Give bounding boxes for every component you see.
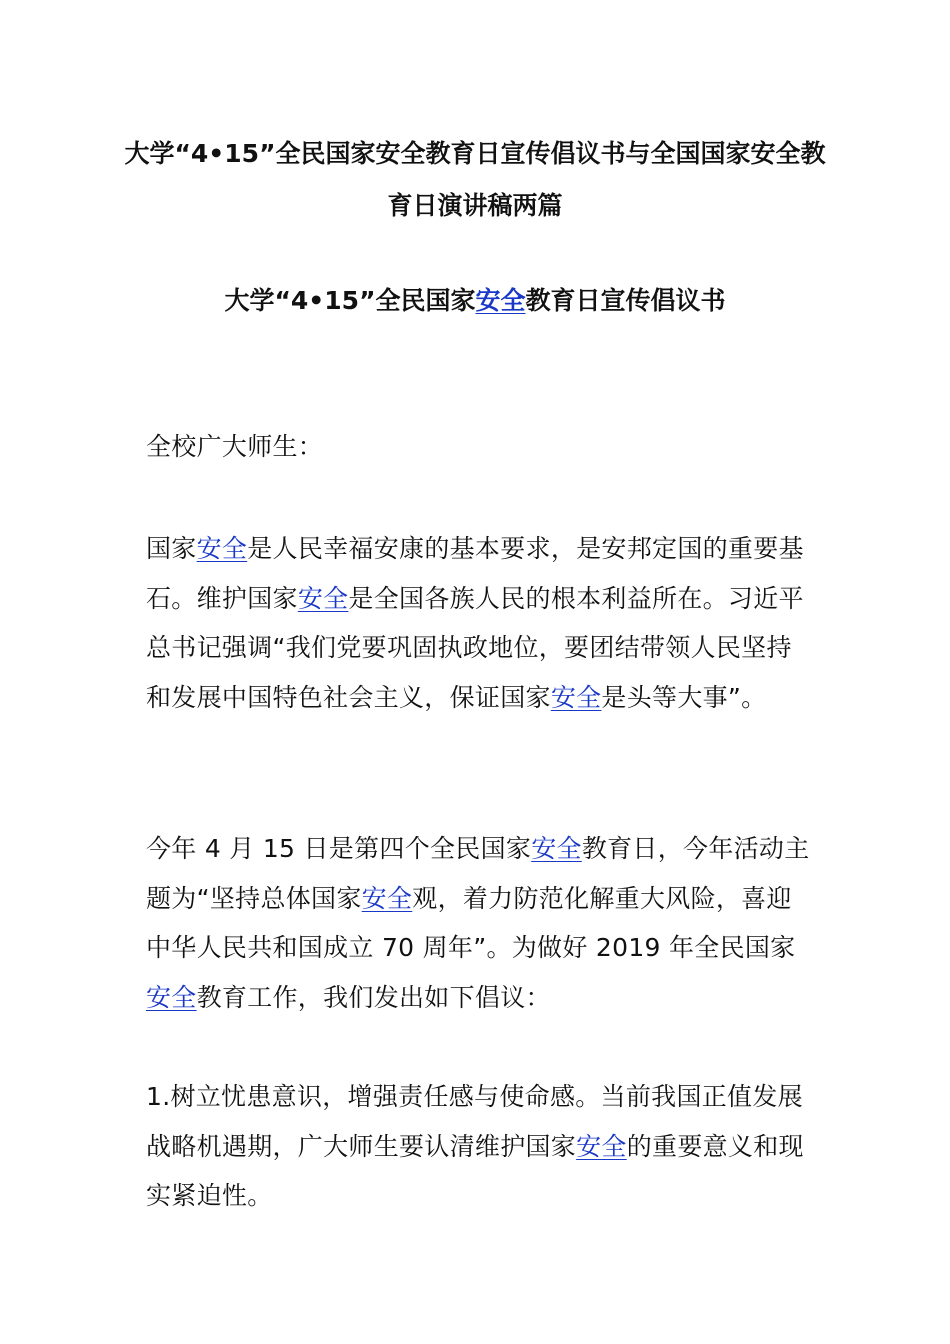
paragraph-2: [146, 824, 811, 1022]
p3-text-2: 的重要意义和现实紧迫性。: [146, 1131, 804, 1210]
p2-link-2[interactable]: 安全: [361, 883, 413, 913]
p1-link-1[interactable]: 安全: [196, 534, 248, 563]
paragraph-1: [146, 524, 811, 722]
p2-link-3[interactable]: 安全: [146, 982, 197, 1012]
p2-link-1[interactable]: 安全: [531, 834, 582, 863]
p2-text-1: 今年 4 月 15 日是第四个全民国家: [146, 834, 532, 863]
p3-link-1[interactable]: 安全: [576, 1131, 627, 1161]
p1-text-3: 是全国各族人民的根本利益所在。习近平总书记强调“我们党要巩固执政地位，要团结带领人民坚持和发展中国特色社会主义，保证国家: [146, 583, 804, 712]
subtitle-text-after: 教育日宣传倡议书: [525, 286, 726, 315]
p2-text-4: 教育工作，我们发出如下倡议：: [196, 982, 551, 1012]
p2-text-2: 教育日，今年活动主题为“坚持总体国家: [146, 834, 810, 913]
greeting: 全校广大师生：: [146, 432, 324, 461]
document-title: 大学“4•15”全民国家安全教育日宣传倡议书与全国国家安全教育日演讲稿两篇: [124, 139, 826, 220]
p1-link-2[interactable]: 安全: [297, 583, 349, 613]
subtitle-text-before: 大学“4•15”全民国家: [224, 286, 476, 315]
document-subtitle: [120, 278, 830, 324]
p2-text-3: 观，着力防范化解重大风险，喜迎中华人民共和国成立 70 周年”。为做好 2019 年全民国家: [146, 883, 796, 962]
paragraph-3: [146, 1072, 811, 1221]
p1-text-2: 是人民幸福安康的基本要求，是安邦定国的重要基石。维护国家: [146, 534, 804, 613]
p3-text-1: 1.树立忧患意识，增强责任感与使命感。当前我国正值发展战略机遇期，广大师生要认清维护国家: [146, 1082, 803, 1161]
p1-text-1: 国家: [146, 534, 197, 563]
subtitle-link-anquan[interactable]: 安全: [475, 286, 526, 315]
p1-text-4: 是头等大事”。: [601, 682, 767, 712]
p1-link-3[interactable]: 安全: [550, 682, 602, 712]
